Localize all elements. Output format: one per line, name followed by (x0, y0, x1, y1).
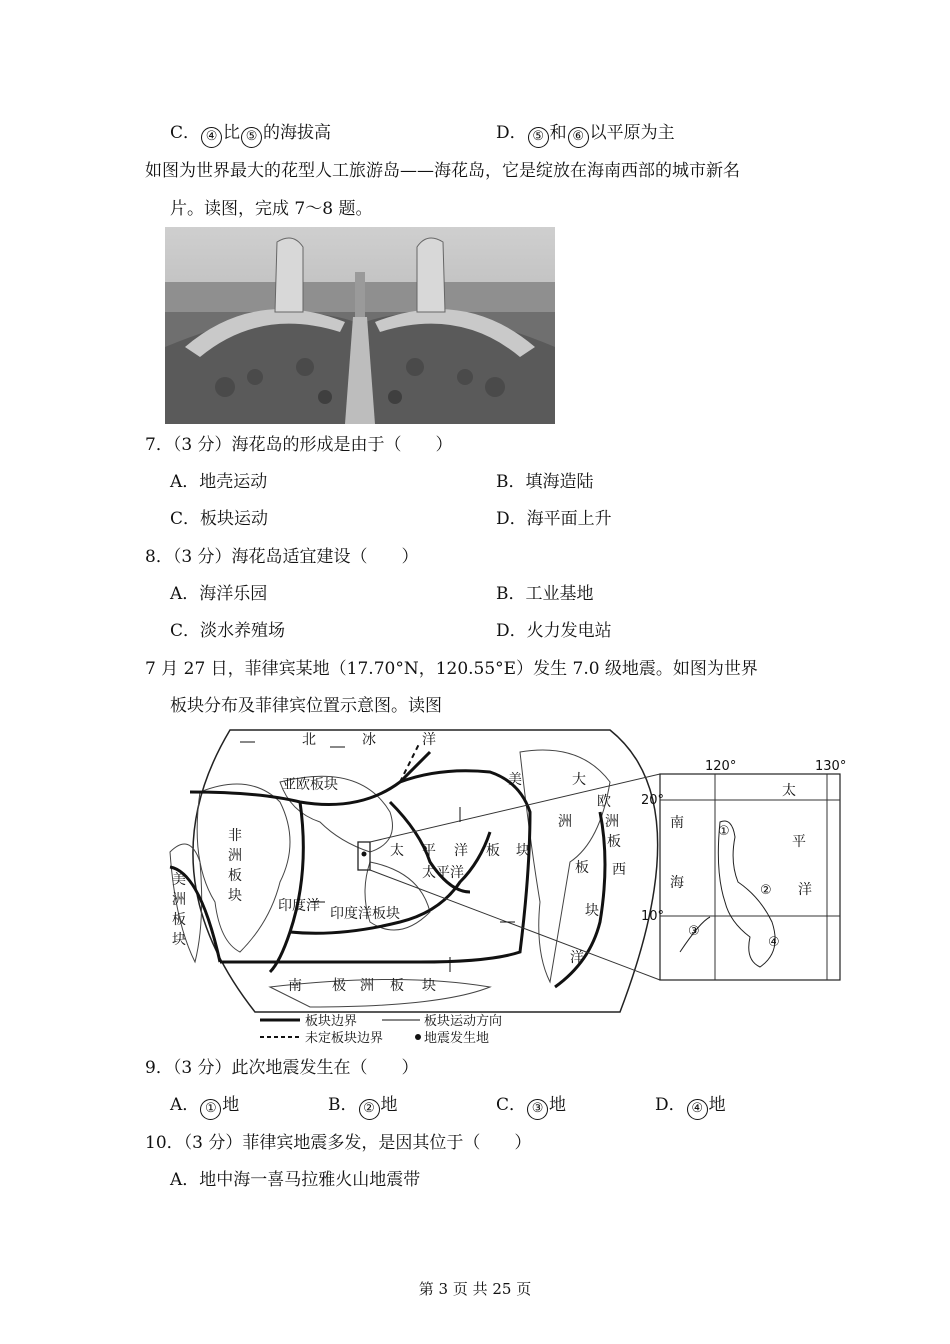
label-pacific-ocean: 太平洋 (422, 865, 464, 881)
label-pacific-plate-1: 太 (390, 843, 404, 859)
label-antarctic-1: 南 (288, 978, 302, 994)
q8-option-d[interactable]: D．火力发电站 (496, 621, 612, 641)
label-arctic-3: 洋 (422, 732, 436, 748)
q9-option-c[interactable] (496, 1093, 566, 1120)
legend-motion: 板块运动方向 (424, 1014, 503, 1029)
circled-number: ④ (201, 127, 222, 148)
circled-number: ⑥ (568, 127, 589, 148)
intro-1-line-1: 如图为世界最大的花型人工旅游岛——海花岛，它是绽放在海南西部的城市新名 (145, 161, 740, 181)
label-atlantic-3: 板 (607, 834, 621, 850)
label-arctic-2: 冰 (362, 732, 376, 748)
inset-south-sea-2: 海 (670, 875, 684, 891)
prev-option-d (496, 121, 675, 148)
label-american-left-1: 美 (172, 872, 186, 888)
q8-option-a[interactable]: A．海洋乐园 (170, 584, 268, 604)
inset-lon-120: 120° (705, 759, 737, 774)
option-letter: B． (328, 1095, 358, 1115)
label-african-1: 非 (228, 828, 242, 844)
q9-option-d[interactable] (655, 1093, 726, 1120)
label-american-left-4: 块 (172, 932, 186, 948)
label-american-right-top-1: 美 (508, 772, 522, 788)
label-american-right-2: 板 (575, 860, 589, 876)
plate-map-svg (160, 722, 850, 1050)
label-pacific-plate-4: 板 (486, 843, 500, 859)
label-atlantic-4: 西 (612, 862, 626, 878)
option-text: 以平原为主 (589, 123, 675, 143)
option-text: 和 (549, 123, 567, 143)
option-text: 地 (708, 1095, 726, 1115)
inset-south-sea-1: 南 (670, 815, 684, 831)
option-letter: D． (496, 123, 527, 143)
inset-pacific-3: 洋 (798, 882, 812, 898)
page-footer: 第 3 页 共 25 页 (418, 1280, 532, 1298)
question-9-stem: 9．（3 分）此次地震发生在（ ） (145, 1058, 419, 1078)
option-text: 地 (222, 1095, 240, 1115)
label-ocean-right: 洋 (570, 950, 584, 966)
option-text: 的海拔高 (263, 123, 332, 143)
label-antarctic-5: 块 (422, 978, 436, 994)
option-text: 地 (549, 1095, 567, 1115)
haihua-island-illustration (165, 227, 555, 424)
inset-mark-3: ③ (688, 924, 700, 939)
inset-lat-10: 10° (641, 909, 665, 924)
philippines-inset-box (660, 774, 840, 980)
q7-option-d[interactable]: D．海平面上升 (496, 509, 612, 529)
haihua-island-photo (165, 227, 555, 424)
quake-location-dot (362, 852, 367, 857)
q7-option-a[interactable]: A．地壳运动 (170, 472, 268, 492)
question-10-stem: 10．（3 分）菲律宾地震多发，是因其位于（ ） (145, 1133, 532, 1153)
q7-option-c[interactable]: C．板块运动 (170, 509, 269, 529)
legend-undetermined: 未定板块边界 (305, 1031, 384, 1046)
legend-quake: 地震发生地 (424, 1031, 490, 1046)
label-indian-ocean: 印度洋 (278, 898, 320, 914)
label-eurasian-plate: 亚欧板块 (282, 777, 338, 793)
label-american-left-3: 板 (172, 912, 186, 928)
question-7-stem: 7．（3 分）海花岛的形成是由于（ ） (145, 435, 453, 455)
option-letter: A． (170, 1095, 200, 1115)
inset-lon-130: 130° (815, 759, 847, 774)
plate-map-figure (160, 722, 850, 1050)
inset-pacific-2: 平 (792, 834, 806, 850)
prev-option-c (170, 121, 331, 148)
label-arctic-1: 北 (302, 732, 316, 748)
label-pacific-plate-3: 洋 (454, 843, 468, 859)
label-african-4: 块 (228, 888, 242, 904)
label-pacific-plate-5: 块 (516, 843, 530, 859)
option-text: 比 (223, 123, 241, 143)
intro-2-line-1: 7 月 27 日，菲律宾某地（17.70°N，120.55°E）发生 7.0 级地震。如图为世界 (145, 659, 758, 679)
inset-mark-1: ① (718, 824, 730, 839)
inset-lat-20: 20° (641, 793, 665, 808)
label-atlantic-2: 洲 (605, 814, 619, 830)
option-text: 地 (380, 1095, 398, 1115)
label-african-2: 洲 (228, 848, 242, 864)
label-antarctic-4: 板 (390, 978, 404, 994)
question-8-stem: 8．（3 分）海花岛适宜建设（ ） (145, 547, 419, 567)
q7-option-b[interactable]: B．填海造陆 (496, 472, 594, 492)
label-american-right-3: 块 (585, 903, 599, 919)
label-antarctic-2: 极 (332, 978, 346, 994)
circled-number: ⑤ (241, 127, 262, 148)
label-african-3: 板 (228, 868, 242, 884)
label-american-left-2: 洲 (172, 892, 186, 908)
circled-number: ③ (527, 1099, 548, 1120)
option-letter: D． (655, 1095, 686, 1115)
circled-number: ① (200, 1099, 221, 1120)
label-american-right-1: 洲 (558, 814, 572, 830)
q9-option-a[interactable] (170, 1093, 239, 1120)
legend-quake-dot (415, 1034, 421, 1040)
label-pacific-plate-2: 平 (422, 843, 436, 859)
circled-number: ④ (687, 1099, 708, 1120)
circled-number: ② (359, 1099, 380, 1120)
q9-option-b[interactable] (328, 1093, 398, 1120)
option-letter: C． (496, 1095, 527, 1115)
q8-option-b[interactable]: B．工业基地 (496, 584, 594, 604)
q8-option-c[interactable]: C．淡水养殖场 (170, 621, 286, 641)
inset-pacific-1: 太 (782, 783, 796, 799)
label-atlantic-1: 欧 (597, 794, 611, 810)
intro-2-line-2: 板块分布及菲律宾位置示意图。读图 (170, 696, 442, 716)
inset-mark-2: ② (760, 883, 772, 898)
inset-mark-4: ④ (768, 935, 780, 950)
circled-number: ⑤ (528, 127, 549, 148)
q10-option-a[interactable]: A．地中海一喜马拉雅火山地震带 (170, 1170, 421, 1190)
legend-boundary: 板块边界 (305, 1014, 358, 1029)
label-indian-plate: 印度洋板块 (330, 906, 400, 922)
intro-1-line-2: 片。读图，完成 7～8 题。 (170, 199, 373, 219)
option-letter: C． (170, 123, 201, 143)
label-antarctic-3: 洲 (360, 978, 374, 994)
label-american-right-top-2: 大 (572, 772, 586, 788)
